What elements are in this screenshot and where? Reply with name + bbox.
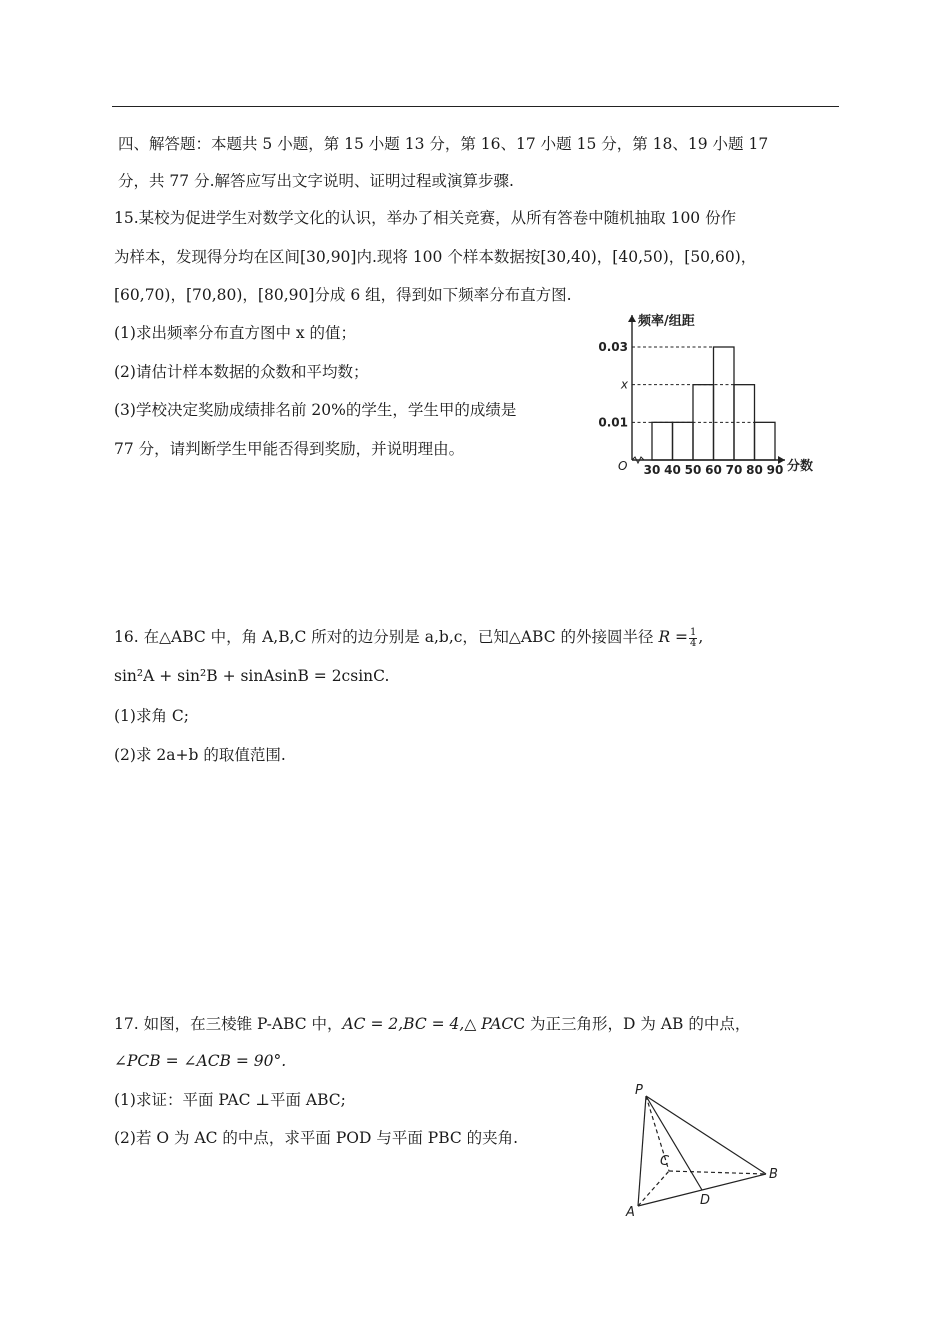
q16-radius-lhs: R = xyxy=(658,628,689,646)
edge-PA xyxy=(638,1096,646,1206)
q16-part-2: (2)求 2a+b 的取值范围. xyxy=(114,746,286,764)
q17-statement-a: 17. 如图，在三棱锥 P-ABC 中， xyxy=(114,1015,343,1033)
x-tick-label: 90 xyxy=(766,463,784,477)
y-axis-arrow xyxy=(628,315,636,322)
q17-line-2: ∠PCB = ∠ACB = 90°. xyxy=(114,1052,287,1070)
y-tick-label: x xyxy=(620,377,628,392)
q15-line-3: [60,70)，[70,80)，[80,90]分成 6 组，得到如下频率分布直方图. xyxy=(114,286,572,304)
q16-statement: 16. 在△ABC 中，角 A,B,C 所对的边分别是 a,b,c，已知△ABC 的外接圆半径 xyxy=(114,628,659,646)
q17-part-1: (1)求证：平面 PAC ⊥平面 ABC; xyxy=(114,1091,346,1109)
q15-line-1: 15.某校为促进学生对数学文化的认识，举办了相关竞赛，从所有答卷中随机抽取 100 份作 xyxy=(114,209,737,227)
label-B: B xyxy=(769,1167,778,1182)
q16-part-1: (1)求角 C; xyxy=(114,707,189,725)
x-tick-label: 80 xyxy=(746,463,763,477)
histogram-bar xyxy=(714,347,735,460)
x-tick-label: 40 xyxy=(664,463,681,477)
x-tick-label: 70 xyxy=(725,463,743,477)
q16-radius-numerator: 1 xyxy=(690,626,697,638)
edge-PD xyxy=(646,1096,702,1190)
histogram-bar xyxy=(652,422,673,460)
x-axis-label: 分数 xyxy=(787,459,814,474)
q16-radius-fraction xyxy=(689,628,697,649)
pyramid-figure xyxy=(620,1080,790,1220)
q16-radius-tail: , xyxy=(698,628,704,646)
histogram-bar xyxy=(755,422,776,460)
label-C: C xyxy=(660,1154,670,1169)
q17-statement-math: AC = 2,BC = 4,△ PAC xyxy=(342,1015,514,1033)
header-rule xyxy=(112,106,839,107)
q17-line-1 xyxy=(114,1014,750,1034)
q15-part-3b: 77 分，请判断学生甲能否得到奖励，并说明理由。 xyxy=(114,440,465,458)
edge-CB xyxy=(669,1171,766,1174)
x-tick-label: 50 xyxy=(684,463,702,477)
frequency-histogram xyxy=(590,305,830,485)
section-heading-line-1: 四、解答题：本题共 5 小题，第 15 小题 13 分，第 16、17 小题 15 分，第 18、19 小题 17 xyxy=(118,135,769,153)
q15-part-2: (2)请估计样本数据的众数和平均数； xyxy=(114,363,369,381)
q17-statement-c: C 为正三角形，D 为 AB 的中点， xyxy=(513,1015,751,1033)
label-A: A xyxy=(626,1205,635,1220)
q15-line-2: 为样本，发现得分均在区间[30,90]内.现将 100 个样本数据按[30,40)，[40,50)，[50,60)， xyxy=(114,248,757,266)
q15-part-1: (1)求出频率分布直方图中 x 的值； xyxy=(114,324,357,342)
q16-radius-denominator: 4 xyxy=(690,637,697,649)
edge-AC xyxy=(638,1171,669,1206)
q15-part-3a: (3)学校决定奖励成绩排名前 20%的学生，学生甲的成绩是 xyxy=(114,401,517,419)
x-tick-label: 60 xyxy=(705,463,722,477)
y-axis-label: 频率/组距 xyxy=(638,314,695,329)
section-heading-line-2: 分，共 77 分.解答应写出文字说明、证明过程或演算步骤. xyxy=(118,172,514,190)
q16-line-1 xyxy=(114,627,703,649)
x-tick-label: 30 xyxy=(643,463,661,477)
label-P: P xyxy=(635,1083,643,1098)
histogram-bar xyxy=(673,422,694,460)
y-tick-label: 0.03 xyxy=(598,340,628,354)
label-D: D xyxy=(700,1193,711,1208)
q16-equation: sin²A + sin²B + sinAsinB = 2csinC. xyxy=(114,667,390,685)
y-tick-label: 0.01 xyxy=(598,415,628,430)
origin-label: O xyxy=(618,459,628,473)
q17-part-2: (2)若 O 为 AC 的中点，求平面 POD 与平面 PBC 的夹角. xyxy=(114,1129,519,1147)
